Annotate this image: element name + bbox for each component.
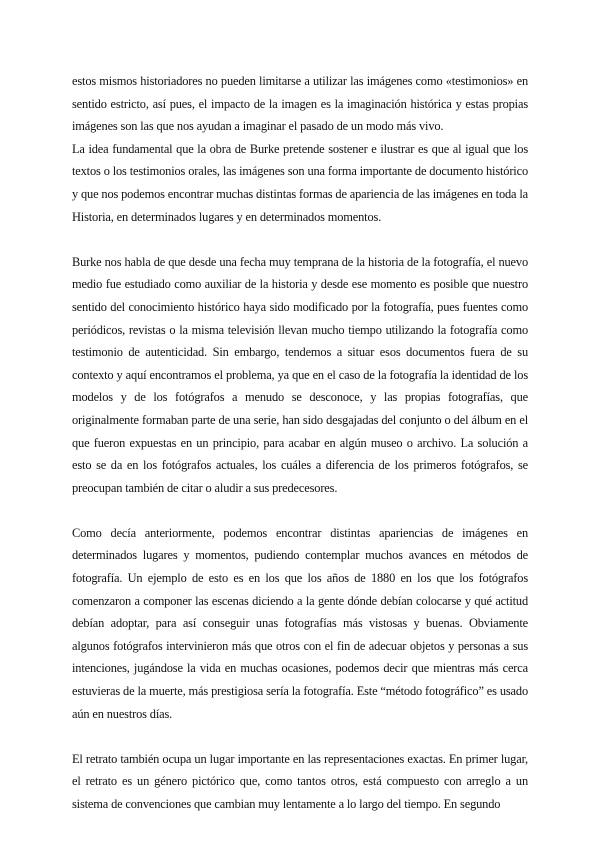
paragraph-photography-history: Burke nos habla de que desde una fecha muy temprana de la historia de la fotografía, el nuevo medio fue estudiado como auxiliar de la historia y desde ese momento es posible que nuestro sentido del conocimiento histórico haya sido modificado por la fotografía, pues fuentes como periódicos, revistas o la misma televisión llevan mucho tiempo utilizando la fotografía como testimonio de autenticidad. Sin embargo, tendemos a situar esos documentos fuera de su contexto y aquí encontramos el problema, ya que en el caso de la fotografía la identidad de los modelos y de los fotógrafos a menudo se desconoce, y las propias fotografías, que originalmente formaban parte de una serie, han sido desgajadas del conjunto o del álbum en el que fueron expuestas en un principio, para acabar en algún museo o archivo. La solución a esto se da en los fotógrafos actuales, los cuáles a diferencia de los primeros fotógrafos, se preocupan también de citar o aludir a sus predecesores.	[72, 254, 528, 495]
paragraph-gap	[72, 228, 528, 251]
body-text	[72, 70, 528, 816]
paragraph-portrait: El retrato también ocupa un lugar importante en las representaciones exactas. En primer lugar, el retrato es un género pictórico que, como tantos otros, está compuesto con arreglo a un sistema de convenciones que cambian muy lentamente a lo largo del tiempo. En segundo	[72, 751, 528, 811]
paragraph-gap	[72, 725, 528, 748]
paragraph-photographic-method: Como decía anteriormente, podemos encontrar distintas apariencias de imágenes en determinados lugares y momentos, pudiendo contemplar muchos avances en métodos de fotografía. Un ejemplo de esto es en los que los años de 1880 en los que los fotógrafos comenzaron a componer las escenas diciendo a la gente dónde debían colocarse y qué actitud debían adoptar, para así conseguir unas fotografías más vistosas y buenas. Obviamente algunos fotógrafos intervinieron más que otros con el fin de adecuar objetos y personas a sus intenciones, jugándose la vida en muchas ocasiones, podemos decir que mientras más cerca estuvieras de la muerte, más prestigiosa sería la fotografía. Este “método fotográfico” es usado aún en nuestros días.	[72, 525, 528, 721]
paragraph-historians: estos mismos historiadores no pueden limitarse a utilizar las imágenes como «testimonios» en sentido estricto, así pues, el impacto de la imagen es la imaginación histórica y estas propias imágenes son las que nos ayudan a imaginar el pasado de un modo más vivo.	[72, 74, 528, 134]
paragraph-burke-thesis: La idea fundamental que la obra de Burke pretende sostener e ilustrar es que al igual que los textos o los testimonios orales, las imágenes son una forma importante de documento histórico y que nos podemos encontrar muchas distintas formas de apariencia de las imágenes en toda la Historia, en determinados lugares y en determinados momentos.	[72, 141, 528, 224]
paragraph-gap	[72, 499, 528, 522]
